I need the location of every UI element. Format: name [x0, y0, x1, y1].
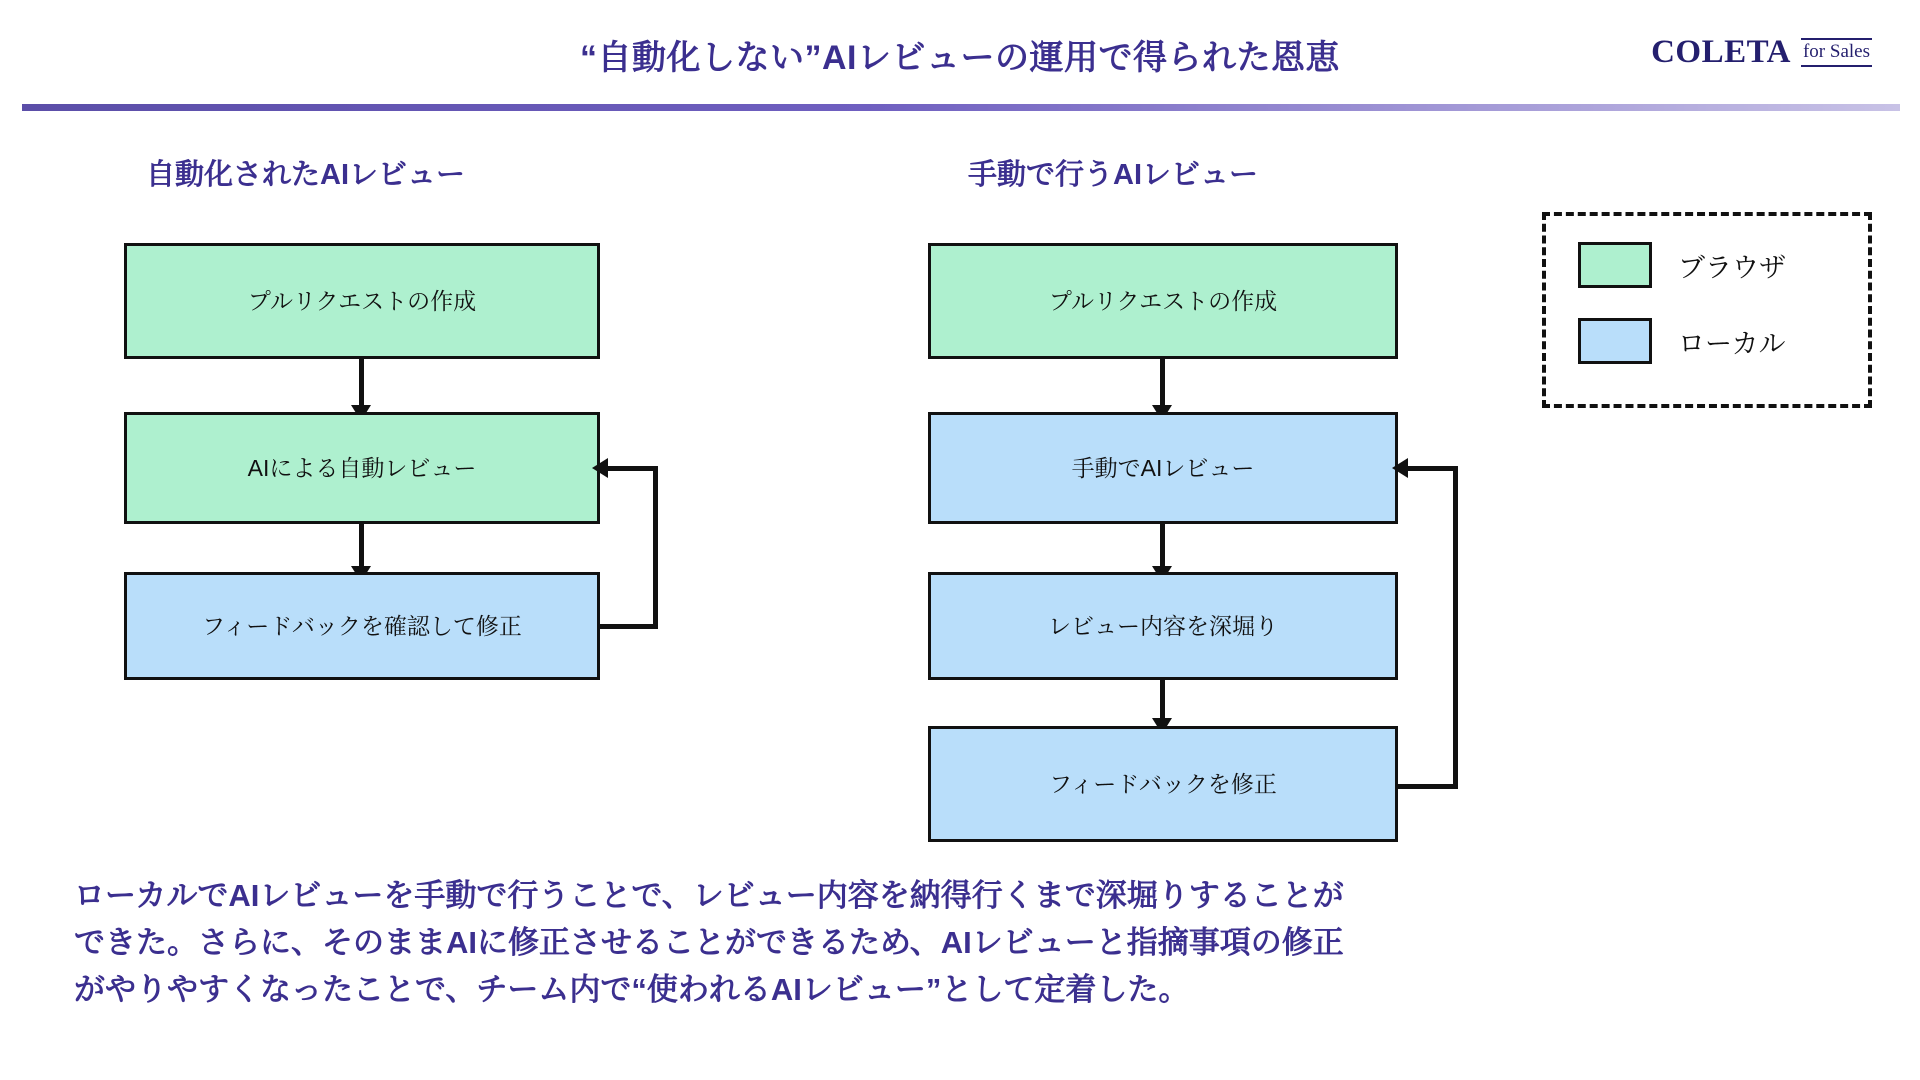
left-node-3-label: フィードバックを確認して修正: [202, 612, 522, 639]
logo: [1651, 34, 1872, 71]
left-loop-vertical: [653, 466, 658, 629]
left-node-3: [124, 572, 600, 680]
right-node-3-label: レビュー内容を深堀り: [1048, 612, 1278, 639]
right-node-1: [928, 243, 1398, 359]
legend-item-local: [1578, 318, 1785, 364]
right-loop-vertical: [1453, 466, 1458, 789]
summary-line-2: できた。さらに、そのままAIに修正させることができるため、AIレビューと指摘事項の修正: [74, 925, 1344, 961]
page-title: “自動化しない”AIレビューの運用で得られた恩恵: [580, 39, 1340, 77]
left-loop-bottom: [600, 624, 658, 629]
right-loop-top: [1404, 466, 1458, 471]
slide-header: [0, 0, 1920, 112]
left-arrow-1-line: [359, 359, 364, 411]
legend-item-browser: [1578, 242, 1786, 288]
legend: [1542, 212, 1872, 408]
legend-label-local: ローカル: [1678, 328, 1786, 359]
logo-sub-text: for Sales: [1801, 38, 1872, 67]
right-arrow-1-line: [1160, 359, 1165, 411]
logo-main-text: COLETA: [1651, 34, 1791, 70]
right-arrow-2-line: [1160, 524, 1165, 572]
legend-swatch-local-icon: [1578, 318, 1652, 364]
left-node-1: [124, 243, 600, 359]
right-loop-head: [1392, 458, 1408, 478]
left-loop-top: [604, 466, 658, 471]
right-node-2-label: 手動でAIレビュー: [1071, 454, 1255, 481]
left-node-1-label: プルリクエストの作成: [247, 287, 477, 314]
summary-line-1: ローカルでAIレビューを手動で行うことで、レビュー内容を納得行くまで深堀りすることが: [74, 878, 1344, 913]
right-column-heading: 手動で行うAIレビュー: [968, 159, 1259, 191]
left-node-2: [124, 412, 600, 524]
left-loop-head: [592, 458, 608, 478]
right-node-1-label: プルリクエストの作成: [1048, 287, 1278, 314]
right-node-4-label: フィードバックを修正: [1049, 770, 1277, 797]
right-node-2: [928, 412, 1398, 524]
legend-label-browser: ブラウザ: [1678, 252, 1786, 283]
left-column-heading: 自動化されたAIレビュー: [146, 159, 466, 191]
left-node-2-label: AIによる自動レビュー: [247, 454, 477, 481]
right-node-3: [928, 572, 1398, 680]
header-divider: [22, 104, 1900, 111]
summary-line-3: がやりやすくなったことで、チーム内で“使われるAIレビュー”として定着した。: [74, 972, 1190, 1008]
legend-swatch-browser-icon: [1578, 242, 1652, 288]
summary-text: [74, 872, 1864, 1013]
left-arrow-2-line: [359, 524, 364, 572]
right-node-4: [928, 726, 1398, 842]
right-loop-bottom: [1398, 784, 1458, 789]
